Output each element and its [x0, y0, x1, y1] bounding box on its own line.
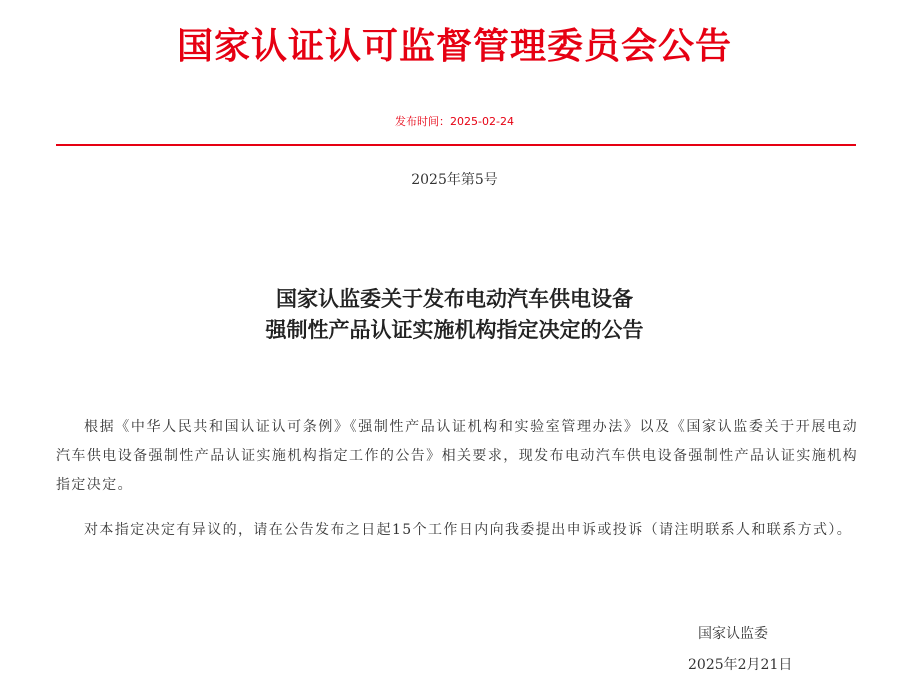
document-title-line-1: 国家认监委关于发布电动汽车供电设备 [276, 286, 633, 311]
header-divider [56, 144, 856, 146]
publish-time-value: 2025-02-24 [450, 115, 514, 128]
signature-organization: 国家认监委 [698, 626, 768, 642]
document-title [0, 283, 909, 345]
body-paragraph-1: 根据《中华人民共和国认证认可条例》《强制性产品认证机构和实验室管理办法》以及《国家认监委关于开展电动汽车供电设备强制性产品认证实施机构指定工作的公告》相关要求，现发布电动汽车供电设备强制性产品认证实施机构指定决定。 [56, 419, 858, 493]
body-paragraph-2: 对本指定决定有异议的，请在公告发布之日起15个工作日内向我委提出申诉或投诉（请注明联系人和联系方式）。 [84, 522, 853, 538]
masthead-title: 国家认证认可监督管理委员会公告 [176, 25, 732, 67]
signature-date: 2025年2月21日 [688, 657, 793, 673]
document-title-line-2: 强制性产品认证实施机构指定决定的公告 [265, 317, 644, 342]
document-number: 2025年第5号 [411, 172, 498, 188]
publish-time [0, 114, 909, 130]
publish-time-label: 发布时间： [395, 115, 451, 128]
